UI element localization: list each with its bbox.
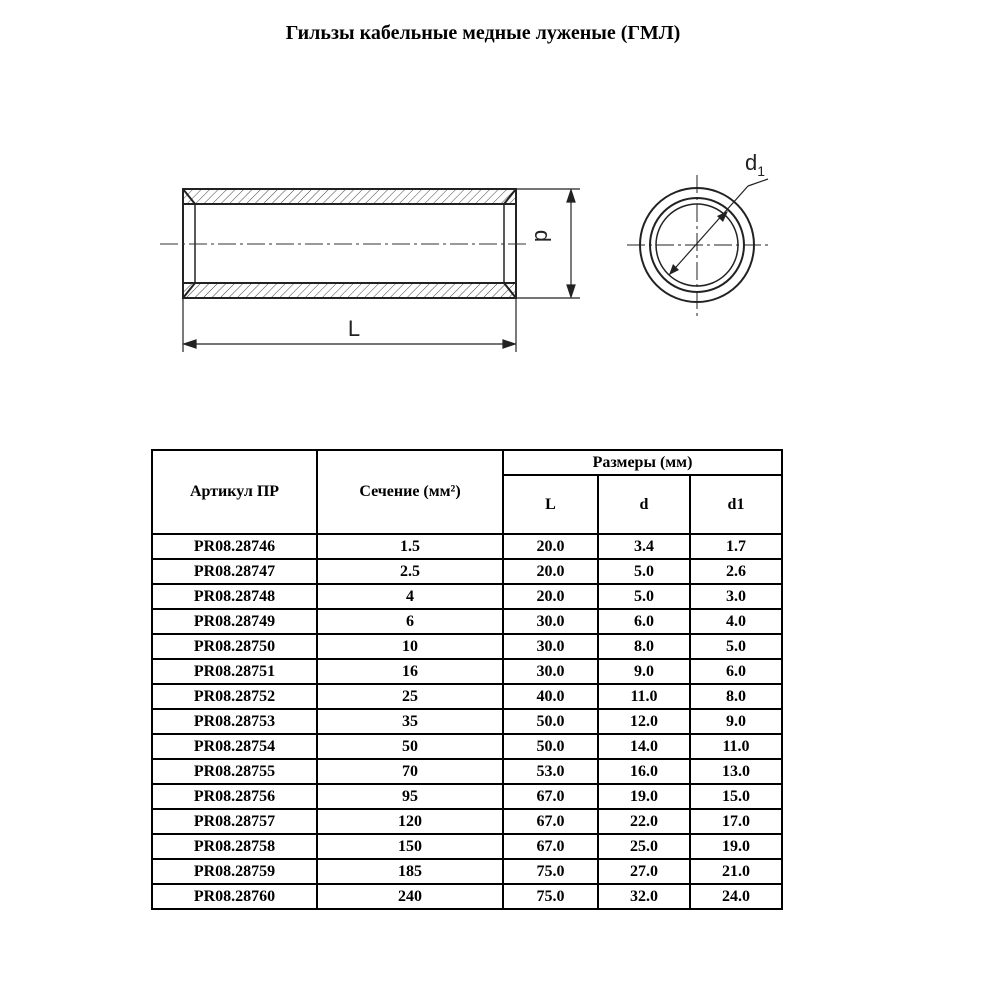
cell-article: PR08.28751 xyxy=(152,659,317,684)
cell-section: 16 xyxy=(317,659,503,684)
table-row xyxy=(152,659,782,684)
table-row xyxy=(152,759,782,784)
table-row xyxy=(152,709,782,734)
label-d1-main: d xyxy=(745,150,758,175)
table-row xyxy=(152,534,782,559)
cell-section: 70 xyxy=(317,759,503,784)
sleeve-end-view xyxy=(627,175,770,316)
cell-d: 9.0 xyxy=(598,659,690,684)
cell-d: 5.0 xyxy=(598,584,690,609)
cell-section: 2.5 xyxy=(317,559,503,584)
cell-d: 8.0 xyxy=(598,634,690,659)
cell-d1: 11.0 xyxy=(690,734,782,759)
cell-d1: 3.0 xyxy=(690,584,782,609)
table-row xyxy=(152,634,782,659)
cell-d1: 15.0 xyxy=(690,784,782,809)
table-row xyxy=(152,584,782,609)
cell-d: 11.0 xyxy=(598,684,690,709)
table-row xyxy=(152,834,782,859)
cell-article: PR08.28750 xyxy=(152,634,317,659)
cell-d: 25.0 xyxy=(598,834,690,859)
label-d: d xyxy=(530,229,555,243)
cell-section: 95 xyxy=(317,784,503,809)
table-row xyxy=(152,809,782,834)
cell-d1: 24.0 xyxy=(690,884,782,909)
label-L: L xyxy=(347,316,361,341)
table-row xyxy=(152,684,782,709)
cell-d1: 9.0 xyxy=(690,709,782,734)
cell-d: 19.0 xyxy=(598,784,690,809)
cell-d: 3.4 xyxy=(598,534,690,559)
cell-article: PR08.28748 xyxy=(152,584,317,609)
header-L: L xyxy=(503,475,598,534)
header-d1: d1 xyxy=(690,475,782,534)
cell-d1: 1.7 xyxy=(690,534,782,559)
cell-article: PR08.28756 xyxy=(152,784,317,809)
cell-article: PR08.28746 xyxy=(152,534,317,559)
cell-d1: 19.0 xyxy=(690,834,782,859)
table-row xyxy=(152,559,782,584)
cell-section: 1.5 xyxy=(317,534,503,559)
cell-d: 12.0 xyxy=(598,709,690,734)
cell-article: PR08.28758 xyxy=(152,834,317,859)
header-d: d xyxy=(598,475,690,534)
cell-L: 20.0 xyxy=(503,584,598,609)
cell-L: 67.0 xyxy=(503,784,598,809)
cell-article: PR08.28747 xyxy=(152,559,317,584)
cell-L: 30.0 xyxy=(503,609,598,634)
cell-section: 10 xyxy=(317,634,503,659)
dimensions-table xyxy=(151,449,783,910)
cell-L: 67.0 xyxy=(503,809,598,834)
cell-d1: 8.0 xyxy=(690,684,782,709)
cell-L: 75.0 xyxy=(503,859,598,884)
table-row xyxy=(152,609,782,634)
table-row xyxy=(152,784,782,809)
header-row xyxy=(152,450,782,475)
cell-article: PR08.28749 xyxy=(152,609,317,634)
cell-section: 4 xyxy=(317,584,503,609)
cell-article: PR08.28759 xyxy=(152,859,317,884)
cell-d: 6.0 xyxy=(598,609,690,634)
cell-L: 20.0 xyxy=(503,559,598,584)
cell-L: 20.0 xyxy=(503,534,598,559)
cell-d1: 4.0 xyxy=(690,609,782,634)
cell-d: 5.0 xyxy=(598,559,690,584)
cell-L: 67.0 xyxy=(503,834,598,859)
cell-section: 35 xyxy=(317,709,503,734)
page-title: Гильзы кабельные медные луженые (ГМЛ) xyxy=(285,22,681,44)
cell-article: PR08.28753 xyxy=(152,709,317,734)
table-row xyxy=(152,734,782,759)
cell-section: 120 xyxy=(317,809,503,834)
cell-d: 32.0 xyxy=(598,884,690,909)
cell-L: 40.0 xyxy=(503,684,598,709)
table-row xyxy=(152,884,782,909)
cell-article: PR08.28757 xyxy=(152,809,317,834)
cell-d: 22.0 xyxy=(598,809,690,834)
cell-L: 30.0 xyxy=(503,634,598,659)
label-d1-sub: 1 xyxy=(757,163,766,179)
cell-section: 6 xyxy=(317,609,503,634)
cell-d1: 13.0 xyxy=(690,759,782,784)
cell-section: 50 xyxy=(317,734,503,759)
cell-L: 30.0 xyxy=(503,659,598,684)
cell-article: PR08.28752 xyxy=(152,684,317,709)
header-section: Сечение (мм²) xyxy=(317,450,503,534)
cell-L: 50.0 xyxy=(503,734,598,759)
cell-article: PR08.28755 xyxy=(152,759,317,784)
header-dimensions: Размеры (мм) xyxy=(503,450,782,475)
cell-section: 240 xyxy=(317,884,503,909)
cell-L: 75.0 xyxy=(503,884,598,909)
cell-d: 14.0 xyxy=(598,734,690,759)
cell-d1: 17.0 xyxy=(690,809,782,834)
cell-d: 27.0 xyxy=(598,859,690,884)
cell-section: 25 xyxy=(317,684,503,709)
label-d1 xyxy=(745,150,765,179)
cell-L: 53.0 xyxy=(503,759,598,784)
cell-d1: 21.0 xyxy=(690,859,782,884)
cell-section: 150 xyxy=(317,834,503,859)
cell-L: 50.0 xyxy=(503,709,598,734)
cell-d1: 2.6 xyxy=(690,559,782,584)
sleeve-drawing xyxy=(0,0,1000,420)
cell-d1: 6.0 xyxy=(690,659,782,684)
cell-section: 185 xyxy=(317,859,503,884)
cell-d1: 5.0 xyxy=(690,634,782,659)
header-article: Артикул ПР xyxy=(152,450,317,534)
cell-article: PR08.28760 xyxy=(152,884,317,909)
table-row xyxy=(152,859,782,884)
cell-article: PR08.28754 xyxy=(152,734,317,759)
cell-d: 16.0 xyxy=(598,759,690,784)
